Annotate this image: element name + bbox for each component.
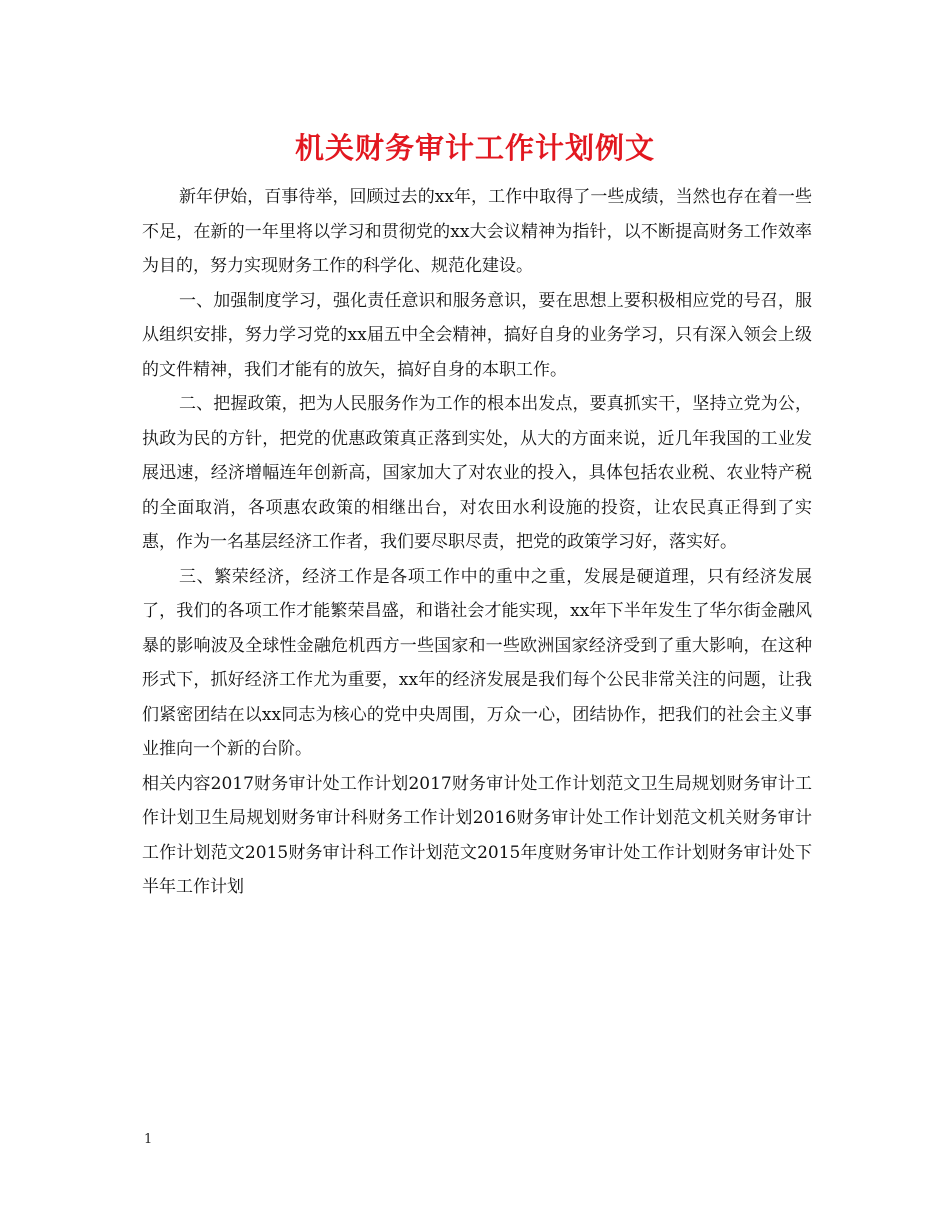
page-number: 1 <box>144 1132 153 1147</box>
paragraph-intro: 新年伊始，百事待举，回顾过去的xx年，工作中取得了一些成绩，当然也存在着一些不足，在新的一年里将以学习和贯彻党的xx大会议精神为指针，以不断提高财务工作效率为目的，努力实现财务工作的科学化、规范化建设。 <box>142 187 812 276</box>
document-body <box>142 180 812 905</box>
paragraph-section-three: 三、繁荣经济，经济工作是各项工作中的重中之重，发展是硬道理，只有经济发展了，我们的各项工作才能繁荣昌盛，和谐社会才能实现，xx年下半年发生了华尔街金融风暴的影响波及全球性金融危机西方一些国家和一些欧洲国家经济受到了重大影响，在这种形式下，抓好经济工作尤为重要，xx年的经济发展是我们每个公民非常关注的问题，让我们紧密团结在以xx同志为核心的党中央周围，万众一心，团结协作，把我们的社会主义事业推向一个新的台阶。 <box>142 566 812 759</box>
related-content: 相关内容2017财务审计处工作计划2017财务审计处工作计划范文卫生局规划财务审计工作计划卫生局规划财务审计科财务工作计划2016财务审计处工作计划范文机关财务审计工作计划范文2015财务审计科工作计划范文2015年度财务审计处工作计划财务审计处下半年工作计划 <box>142 773 812 897</box>
paragraph-section-two: 二、把握政策，把为人民服务作为工作的根本出发点，要真抓实干，坚持立党为公，执政为民的方针，把党的优惠政策真正落到实处，从大的方面来说，近几年我国的工业发展迅速，经济增幅连年创新高，国家加大了对农业的投入，具体包括农业税、农业特产税的全面取消，各项惠农政策的相继出台，对农田水利设施的投资，让农民真正得到了实惠，作为一名基层经济工作者，我们要尽职尽责，把党的政策学习好，落实好。 <box>142 394 812 552</box>
paragraph-section-one: 一、加强制度学习，强化责任意识和服务意识，要在思想上要积极相应党的号召，服从组织安排，努力学习党的xx届五中全会精神，搞好自身的业务学习，只有深入领会上级的文件精神，我们才能有的放矢，搞好自身的本职工作。 <box>142 290 812 380</box>
document-title: 机关财务审计工作计划例文 <box>294 131 655 165</box>
